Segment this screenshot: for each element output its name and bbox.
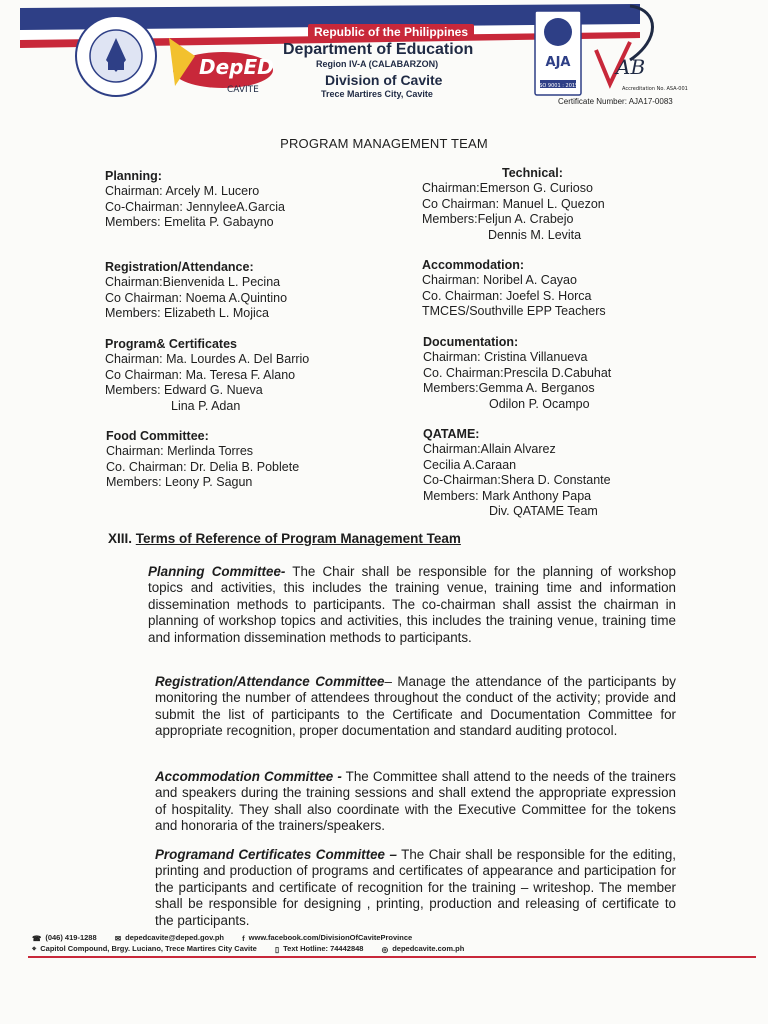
tor-title: Registration/Attendance Committee xyxy=(155,674,385,689)
section-title: Terms of Reference of Program Management Team xyxy=(135,531,461,546)
committee-line: Co. Chairman:Prescila D.Cabuhat xyxy=(423,365,612,380)
committee-registration xyxy=(105,260,287,322)
committee-documentation xyxy=(423,335,611,412)
committee-line: Members:Feljun A. Crabejo xyxy=(422,212,574,227)
committee-line: Chairman:Allain Alvarez xyxy=(423,442,556,457)
footer-website[interactable]: depedcavite.com.ph xyxy=(392,944,465,953)
committee-line: Co. Chairman: Dr. Delia B. Poblete xyxy=(106,459,300,474)
committee-line: Co-Chairman:Shera D. Constante xyxy=(423,473,611,488)
committee-line: Odilon P. Ocampo xyxy=(489,396,590,411)
committee-line: Chairman: Cristina Villanueva xyxy=(423,350,588,365)
tor-text: – Manage the attendance of the participants by monitoring the number of attendees throughout the conduct of the activity; provide and submit the list of participants to the Certificate and Documentation Committee for appropriate recognition, proper documentation and standard auditing protocol. xyxy=(155,674,676,739)
committee-line: Co. Chairman: Joefel S. Horca xyxy=(422,288,592,303)
division-name: Division of Cavite xyxy=(325,72,443,88)
committee-heading: Documentation: xyxy=(423,335,519,349)
committee-line: Chairman: Merlinda Torres xyxy=(106,444,254,459)
committee-line: TMCES/Southville EPP Teachers xyxy=(422,304,606,319)
tor-paragraph xyxy=(155,674,676,740)
committee-heading: Technical: xyxy=(502,166,563,180)
committee-line: Co Chairman: Noema A.Quintino xyxy=(105,290,288,305)
aja-text: AJA xyxy=(545,55,571,70)
committee-heading: QATAME: xyxy=(423,427,480,441)
committee-line: Members: Emelita P. Gabayno xyxy=(105,215,274,230)
page-title: PROGRAM MANAGEMENT TEAM xyxy=(280,136,488,151)
committee-line: Members:Gemma A. Berganos xyxy=(423,381,595,396)
committee-heading: Registration/Attendance: xyxy=(105,260,254,274)
tor-paragraph xyxy=(148,564,676,646)
footer-facebook[interactable]: www.facebook.com/DivisionOfCaviteProvince xyxy=(248,933,413,942)
committee-line: Co Chairman: Manuel L. Quezon xyxy=(422,196,605,211)
tor-title: Planning Committee- xyxy=(148,564,286,579)
tor-text: The Committee shall attend to the needs of the trainers and speakers during the training sessions and shall extend the appropriate expression of hospitality. They shall also coordinate with the Executive Committee for the tokens and honoraria of the trainers/speakers. xyxy=(155,769,676,834)
region-name: Region IV-A (CALABARZON) xyxy=(316,59,439,69)
committee-line: Chairman: Noribel A. Cayao xyxy=(422,273,577,288)
deped-logo-text: DepED xyxy=(199,55,274,79)
accreditation-number: Accreditation No. ASA-001 xyxy=(622,86,688,92)
committee-line: Co-Chairman: JennyleeA.Garcia xyxy=(105,199,285,214)
globe-icon: ◎ xyxy=(381,944,389,954)
committee-line: Chairman:Bienvenida L. Pecina xyxy=(105,275,281,290)
aja-iso: ISO 9001 : 2015 xyxy=(537,83,579,89)
committee-line: Dennis M. Levita xyxy=(488,227,582,242)
committee-food xyxy=(106,429,299,491)
footer-address: Capitol Compound, Brgy. Luciano, Trece Martires City Cavite xyxy=(40,944,257,953)
deped-cavite-logo xyxy=(165,26,275,102)
aja-certification-badge xyxy=(534,10,582,96)
footer-hotline: Text Hotline: 74442848 xyxy=(283,944,364,953)
committee-line: Chairman:Emerson G. Curioso xyxy=(422,181,593,196)
footer-divider xyxy=(28,956,756,958)
committee-accommodation xyxy=(422,258,606,320)
committee-line: Div. QATAME Team xyxy=(489,504,598,519)
tor-paragraph xyxy=(155,847,676,929)
committee-line: Chairman: Arcely M. Lucero xyxy=(105,184,260,199)
mobile-icon: ▯ xyxy=(275,944,280,954)
tor-text: The Chair shall be responsible for the planning of workshop topics and activities, this includes the training venue, training time and information dissemination methods to participants. The co-chairman shall assist the chairman in planning of workshop topics and activities, this includes the training venue, training time and information dissemination methods to participants. xyxy=(148,564,676,645)
committee-line: Chairman: Ma. Lourdes A. Del Barrio xyxy=(105,352,310,367)
footer-email: depedcavite@deped.gov.ph xyxy=(125,933,224,942)
footer-phone: (046) 419-1288 xyxy=(45,933,97,942)
phone-icon: ☎ xyxy=(32,933,42,943)
footer-contact-row xyxy=(32,933,412,943)
committee-line: Co Chairman: Ma. Teresa F. Alano xyxy=(105,367,296,382)
city-name: Trece Martires City, Cavite xyxy=(321,89,433,99)
department-name: Department of Education xyxy=(283,41,474,58)
committee-heading: Accommodation: xyxy=(422,258,525,272)
committee-technical xyxy=(422,166,605,243)
committee-heading: Program& Certificates xyxy=(105,337,237,351)
committee-heading: Planning: xyxy=(105,169,162,183)
committee-line: Members: Mark Anthony Papa xyxy=(423,488,592,503)
footer-address-row xyxy=(32,944,464,954)
committee-line: Lina P. Adan xyxy=(171,398,241,413)
committee-line: Members: Elizabeth L. Mojica xyxy=(105,306,269,321)
section-number: XIII. xyxy=(108,531,133,546)
committee-line: Members: Edward G. Nueva xyxy=(105,383,263,398)
tor-text: The Chair shall be responsible for the editing, printing and production of programs and certificates of appearance and participation for the participants and certificate of recognition for the training – writeshop. The member shall be responsible for designing , printing, production and releasing of certificate to the participants. xyxy=(155,847,676,928)
committee-line: Cecilia A.Caraan xyxy=(423,457,517,472)
ab-text: AB xyxy=(616,55,646,79)
certificate-number: Certificate Number: AJA17-0083 xyxy=(558,97,673,106)
committee-program-certificates xyxy=(105,337,309,414)
republic-label: Republic of the Philippines xyxy=(308,24,474,40)
committee-planning xyxy=(105,169,285,231)
location-icon: ⌖ xyxy=(32,944,37,954)
committee-heading: Food Committee: xyxy=(106,429,209,443)
tor-paragraph xyxy=(155,769,676,835)
email-icon: ✉ xyxy=(114,933,122,943)
deped-logo-sub: CAVITE xyxy=(227,85,259,95)
tor-title: Programand Certificates Committee – xyxy=(155,847,397,862)
section-heading xyxy=(108,531,461,546)
committee-line: Members: Leony P. Sagun xyxy=(106,475,253,490)
tor-title: Accommodation Committee - xyxy=(155,769,342,784)
facebook-icon: f xyxy=(242,933,245,943)
deped-seal-icon xyxy=(74,14,158,98)
ab-accreditation-logo xyxy=(590,40,688,96)
committee-qatame xyxy=(423,427,611,519)
